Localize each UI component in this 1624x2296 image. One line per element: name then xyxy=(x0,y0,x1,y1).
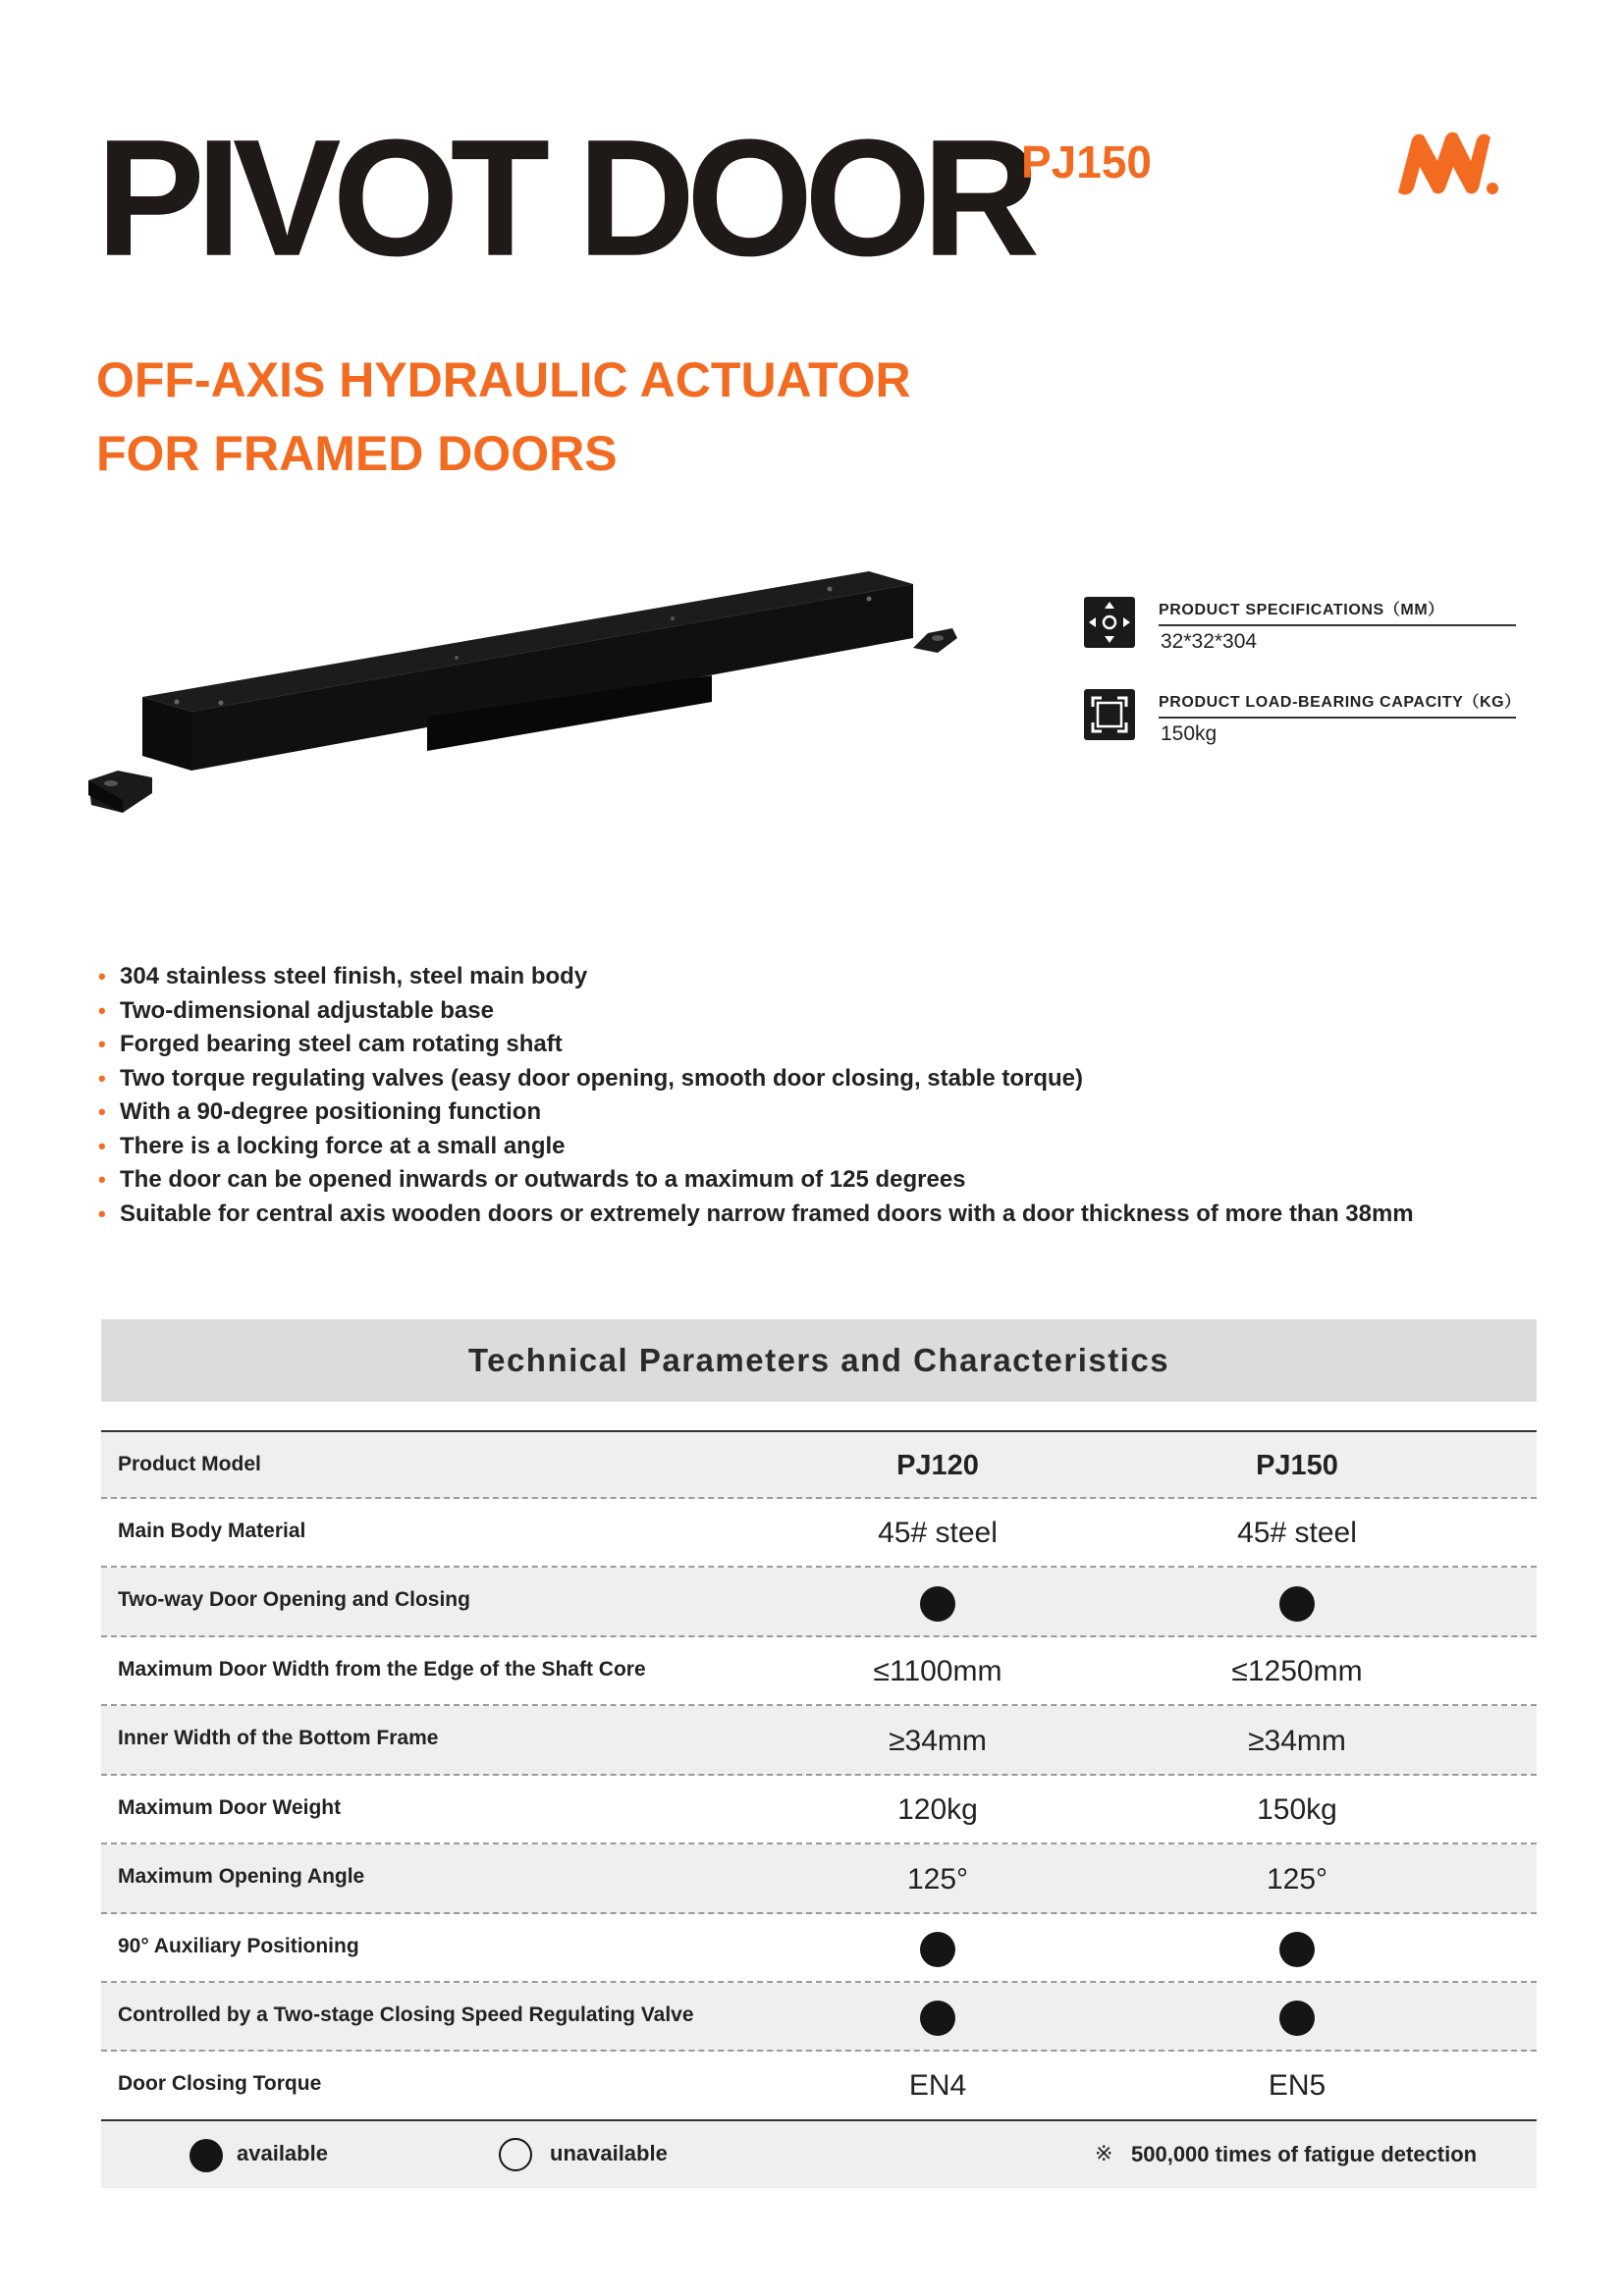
available-dot-icon xyxy=(1279,1932,1315,1967)
subtitle xyxy=(96,344,911,491)
available-dot-icon xyxy=(1279,1586,1315,1622)
feature-item: • With a 90-degree positioning function xyxy=(98,1095,1414,1130)
pj150-cell: EN5 xyxy=(1268,2069,1326,2102)
legend-available: available xyxy=(237,2141,328,2165)
pj120-cell: 45# steel xyxy=(878,1517,998,1549)
subtitle-line-1: OFF-AXIS HYDRAULIC ACTUATOR xyxy=(96,352,911,407)
bullet-icon: • xyxy=(98,964,106,988)
table-heading: Technical Parameters and Characteristics xyxy=(467,1342,1170,1378)
table-row xyxy=(101,1637,1537,1706)
feature-item: • Forged bearing steel cam rotating shaft xyxy=(98,1028,1414,1062)
bullet-icon: • xyxy=(98,1133,106,1158)
table-row xyxy=(101,1568,1537,1637)
pj150-cell: ≤1250mm xyxy=(1231,1655,1363,1687)
legend-bar xyxy=(101,2121,1537,2188)
spec-label-capacity: PRODUCT LOAD-BEARING CAPACITY（KG） xyxy=(1159,694,1521,711)
feature-item: • There is a locking force at a small angle xyxy=(98,1130,1414,1164)
available-dot-icon xyxy=(189,2139,223,2172)
pj120-available-dot-icon xyxy=(839,1914,1036,1983)
pj150-cell: 45# steel xyxy=(1237,1517,1357,1549)
table-row xyxy=(101,1706,1537,1776)
pj150-available-dot-icon xyxy=(1199,1568,1395,1637)
row-label: Product Model xyxy=(118,1453,261,1475)
pj120-cell: ≤1100mm xyxy=(873,1655,1002,1687)
table-row xyxy=(101,1499,1537,1568)
table-row xyxy=(101,1983,1537,2052)
brand-logo xyxy=(1394,128,1502,198)
move-arrows-icon xyxy=(1084,597,1135,648)
product-image xyxy=(83,560,967,854)
available-dot-icon xyxy=(920,1932,955,1967)
pj120-available-dot-icon xyxy=(839,1983,1036,2052)
legend-note: 500,000 times of fatigue detection xyxy=(1131,2142,1478,2166)
pj150-available-dot-icon xyxy=(1199,1914,1395,1983)
spec-value-dimensions: 32*32*304 xyxy=(1161,630,1258,653)
row-label: Two-way Door Opening and Closing xyxy=(118,1588,470,1611)
bullet-icon: • xyxy=(98,1099,106,1124)
pj150-cell: ≥34mm xyxy=(1248,1725,1346,1757)
subtitle-line-2: FOR FRAMED DOORS xyxy=(96,426,618,481)
spec-divider xyxy=(1159,624,1516,626)
pj150-cell: PJ150 xyxy=(1256,1450,1338,1481)
spec-value-capacity: 150kg xyxy=(1161,722,1218,745)
asterisk-symbol-icon: ※ xyxy=(1095,2141,1113,2165)
available-dot-icon xyxy=(920,2001,955,2036)
unavailable-dot-icon xyxy=(499,2138,532,2171)
row-label: Maximum Opening Angle xyxy=(118,1865,365,1888)
table-heading-bar xyxy=(101,1319,1537,1402)
feature-item: • The door can be opened inwards or outwards to a maximum of 125 degrees xyxy=(98,1163,1414,1198)
bullet-icon: • xyxy=(98,1032,106,1056)
table-row xyxy=(101,2052,1537,2119)
table-row xyxy=(101,1844,1537,1914)
feature-item: • Two torque regulating valves (easy door opening, smooth door closing, stable torque) xyxy=(98,1062,1414,1096)
available-dot-icon xyxy=(920,1586,955,1622)
pj120-cell: EN4 xyxy=(908,2069,967,2102)
spec-divider xyxy=(1159,717,1516,719)
frame-corners-icon xyxy=(1084,689,1135,740)
table-row xyxy=(101,1776,1537,1844)
model-tag: PJ150 xyxy=(1021,136,1153,187)
pj120-cell: ≥34mm xyxy=(889,1725,987,1757)
feature-list xyxy=(98,960,1414,1231)
row-label: Main Body Material xyxy=(118,1520,306,1542)
table-row xyxy=(101,1432,1537,1499)
pj150-cell: 125° xyxy=(1266,1863,1328,1896)
bullet-icon: • xyxy=(98,997,106,1023)
row-label: Maximum Door Width from the Edge of the Shaft Core xyxy=(118,1658,646,1681)
feature-item: • Two-dimensional adjustable base xyxy=(98,994,1414,1029)
bullet-icon: • xyxy=(98,1201,106,1226)
pj120-cell: PJ120 xyxy=(896,1450,979,1481)
pj150-available-dot-icon xyxy=(1199,1983,1395,2052)
page-title: PIVOT DOOR xyxy=(96,105,1032,292)
pj120-cell: 125° xyxy=(906,1863,969,1896)
row-label: Controlled by a Two-stage Closing Speed Regulating Valve xyxy=(118,2003,694,2026)
pj150-cell: 150kg xyxy=(1257,1793,1337,1826)
pj120-available-dot-icon xyxy=(839,1568,1036,1637)
legend-unavailable: unavailable xyxy=(550,2141,668,2165)
spec-label-dimensions: PRODUCT SPECIFICATIONS（MM） xyxy=(1159,602,1444,618)
row-label: Door Closing Torque xyxy=(118,2072,322,2095)
feature-item: • 304 stainless steel finish, steel main body xyxy=(98,960,1414,994)
table-row xyxy=(101,1914,1537,1983)
available-dot-icon xyxy=(1279,2001,1315,2036)
row-label: Maximum Door Weight xyxy=(118,1796,342,1819)
bullet-icon: • xyxy=(98,1167,106,1192)
feature-item: • Suitable for central axis wooden doors or extremely narrow framed doors with a door thickness of more than 38mm xyxy=(98,1198,1414,1232)
bullet-icon: • xyxy=(98,1065,106,1091)
pj120-cell: 120kg xyxy=(897,1793,978,1826)
row-label: 90° Auxiliary Positioning xyxy=(118,1935,359,1957)
row-label: Inner Width of the Bottom Frame xyxy=(118,1727,439,1749)
